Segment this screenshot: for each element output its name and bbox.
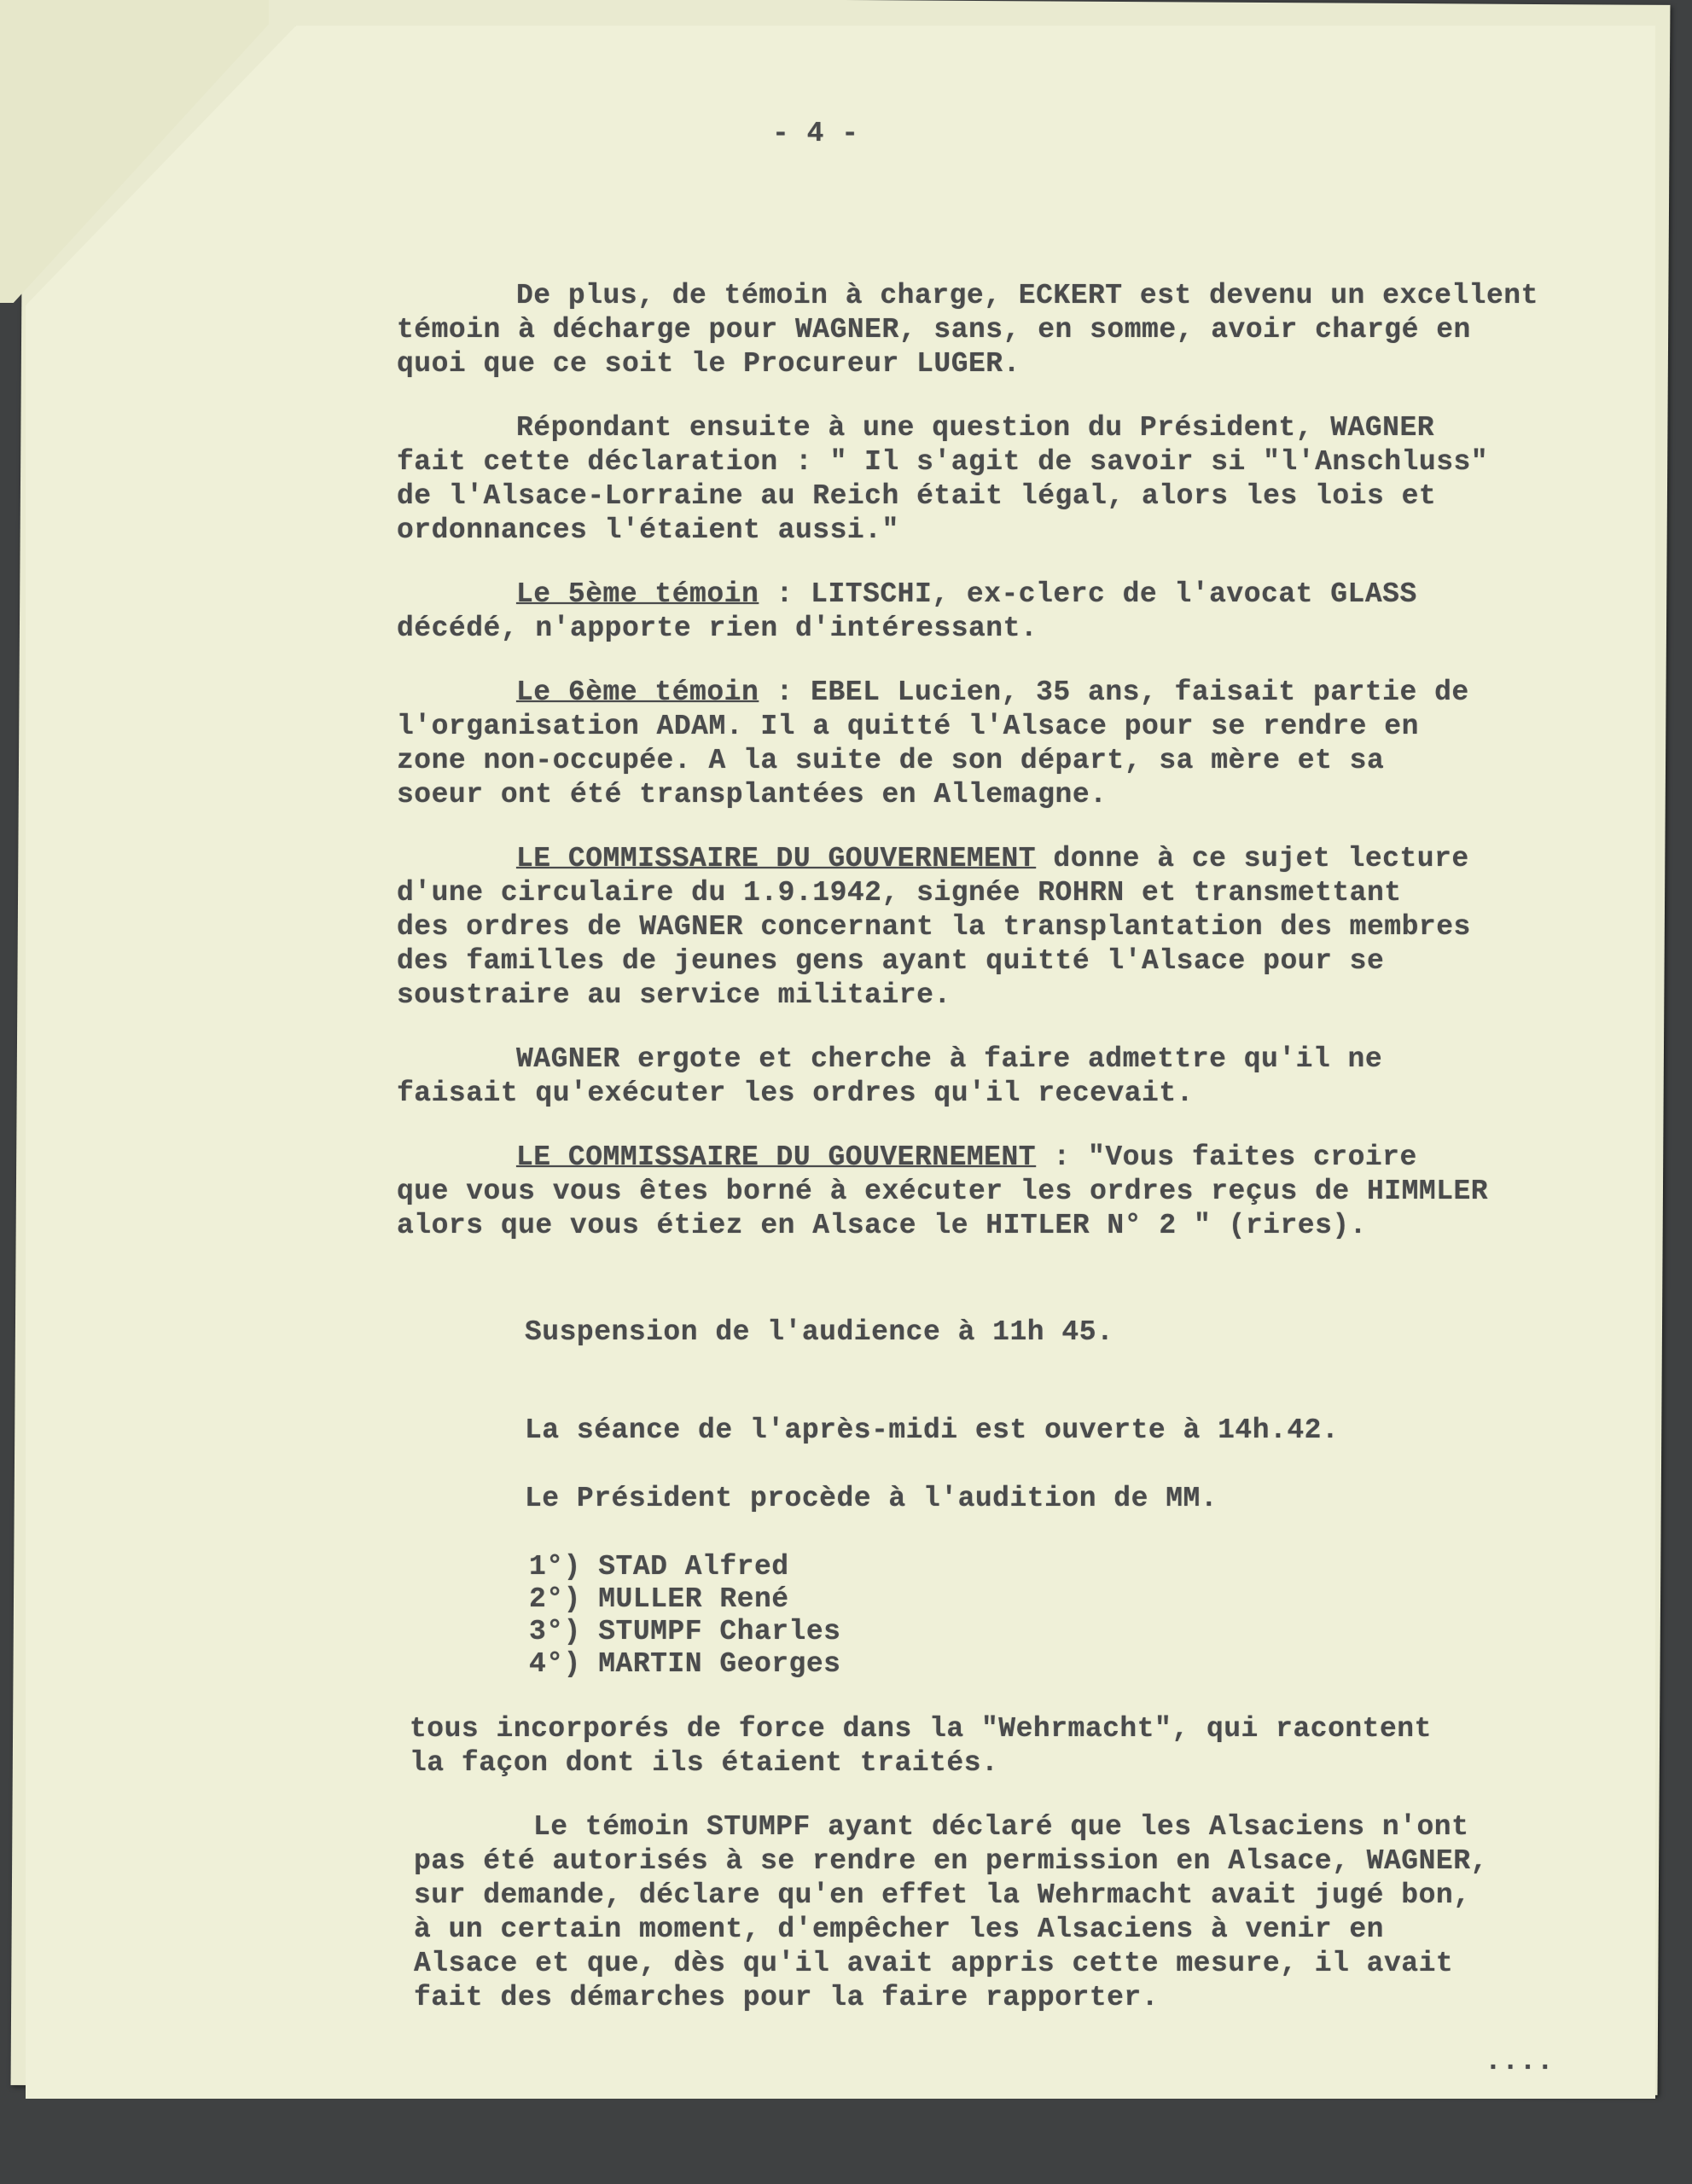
text-line: LE COMMISSAIRE DU GOUVERNEMENT donne à ce sujet lecture	[516, 843, 1469, 874]
text-line: Le 5ème témoin : LITSCHI, ex-clerc de l'avocat GLASS	[516, 578, 1417, 610]
text-line: Le 6ème témoin : EBEL Lucien, 35 ans, faisait partie de	[516, 677, 1469, 708]
text-line: Répondant ensuite à une question du Président, WAGNER	[516, 412, 1435, 444]
text-line: à un certain moment, d'empêcher les Alsaciens à venir en	[414, 1914, 1384, 1945]
text-line: d'une circulaire du 1.9.1942, signée ROHRN et transmettant	[397, 877, 1402, 909]
underlined-heading: LE COMMISSAIRE DU GOUVERNEMENT	[516, 1141, 1037, 1173]
text-line: des ordres de WAGNER concernant la transplantation des membres	[397, 911, 1471, 943]
list-item: 1°) STAD Alfred	[529, 1551, 789, 1583]
text-line: soeur ont été transplantées en Allemagne.	[397, 779, 1108, 810]
text-line: Alsace et que, dès qu'il avait appris cette mesure, il avait	[414, 1948, 1454, 1979]
text-line: La séance de l'après-midi est ouverte à 14h.42.	[525, 1414, 1340, 1446]
text-line: témoin à décharge pour WAGNER, sans, en somme, avoir chargé en	[397, 314, 1471, 346]
text-line: faisait qu'exécuter les ordres qu'il recevait.	[397, 1077, 1194, 1109]
underlined-heading: Le 5ème témoin	[516, 578, 759, 610]
text-line: que vous vous êtes borné à exécuter les ordres reçus de HIMMLER	[397, 1176, 1489, 1207]
text-line: décédé, n'apporte rien d'intéressant.	[397, 613, 1038, 644]
text-line: alors que vous étiez en Alsace le HITLER N° 2 " (rires).	[397, 1210, 1367, 1241]
text-line: LE COMMISSAIRE DU GOUVERNEMENT : "Vous faites croire	[516, 1141, 1417, 1173]
text-line: la façon dont ils étaient traités.	[410, 1747, 999, 1779]
text-line: Le témoin STUMPF ayant déclaré que les Alsaciens n'ont	[533, 1811, 1469, 1843]
continuation-mark: ....	[1485, 2046, 1555, 2077]
page-number: - 4 -	[772, 118, 859, 149]
text-line: tous incorporés de force dans la "Wehrmacht", qui racontent	[410, 1713, 1432, 1745]
text-line: Suspension de l'audience à 11h 45.	[525, 1316, 1114, 1348]
text-line: ordonnances l'étaient aussi."	[397, 514, 899, 546]
text-line: Le Président procède à l'audition de MM.	[525, 1483, 1218, 1514]
text-line: l'organisation ADAM. Il a quitté l'Alsace pour se rendre en	[397, 711, 1419, 742]
underlined-heading: LE COMMISSAIRE DU GOUVERNEMENT	[516, 843, 1037, 874]
text-line: fait des démarches pour la faire rapporter.	[414, 1982, 1160, 2013]
text-line: sur demande, déclare qu'en effet la Wehrmacht avait jugé bon,	[414, 1879, 1471, 1911]
text-line: des familles de jeunes gens ayant quitté l'Alsace pour se	[397, 945, 1385, 977]
text-line: pas été autorisés à se rendre en permission en Alsace, WAGNER,	[414, 1845, 1488, 1877]
text-line: De plus, de témoin à charge, ECKERT est devenu un excellent	[516, 280, 1538, 311]
list-item: 4°) MARTIN Georges	[529, 1648, 841, 1680]
text-line: WAGNER ergote et cherche à faire admettre qu'il ne	[516, 1043, 1383, 1075]
text-line: zone non-occupée. A la suite de son départ, sa mère et sa	[397, 745, 1385, 776]
text-line: de l'Alsace-Lorraine au Reich était légal, alors les lois et	[397, 480, 1437, 512]
list-item: 2°) MULLER René	[529, 1583, 789, 1615]
list-item: 3°) STUMPF Charles	[529, 1616, 841, 1647]
text-line: fait cette déclaration : " Il s'agit de savoir si "l'Anschluss"	[397, 446, 1489, 478]
text-line: quoi que ce soit le Procureur LUGER.	[397, 348, 1020, 380]
text-line: soustraire au service militaire.	[397, 979, 951, 1011]
underlined-heading: Le 6ème témoin	[516, 677, 759, 708]
